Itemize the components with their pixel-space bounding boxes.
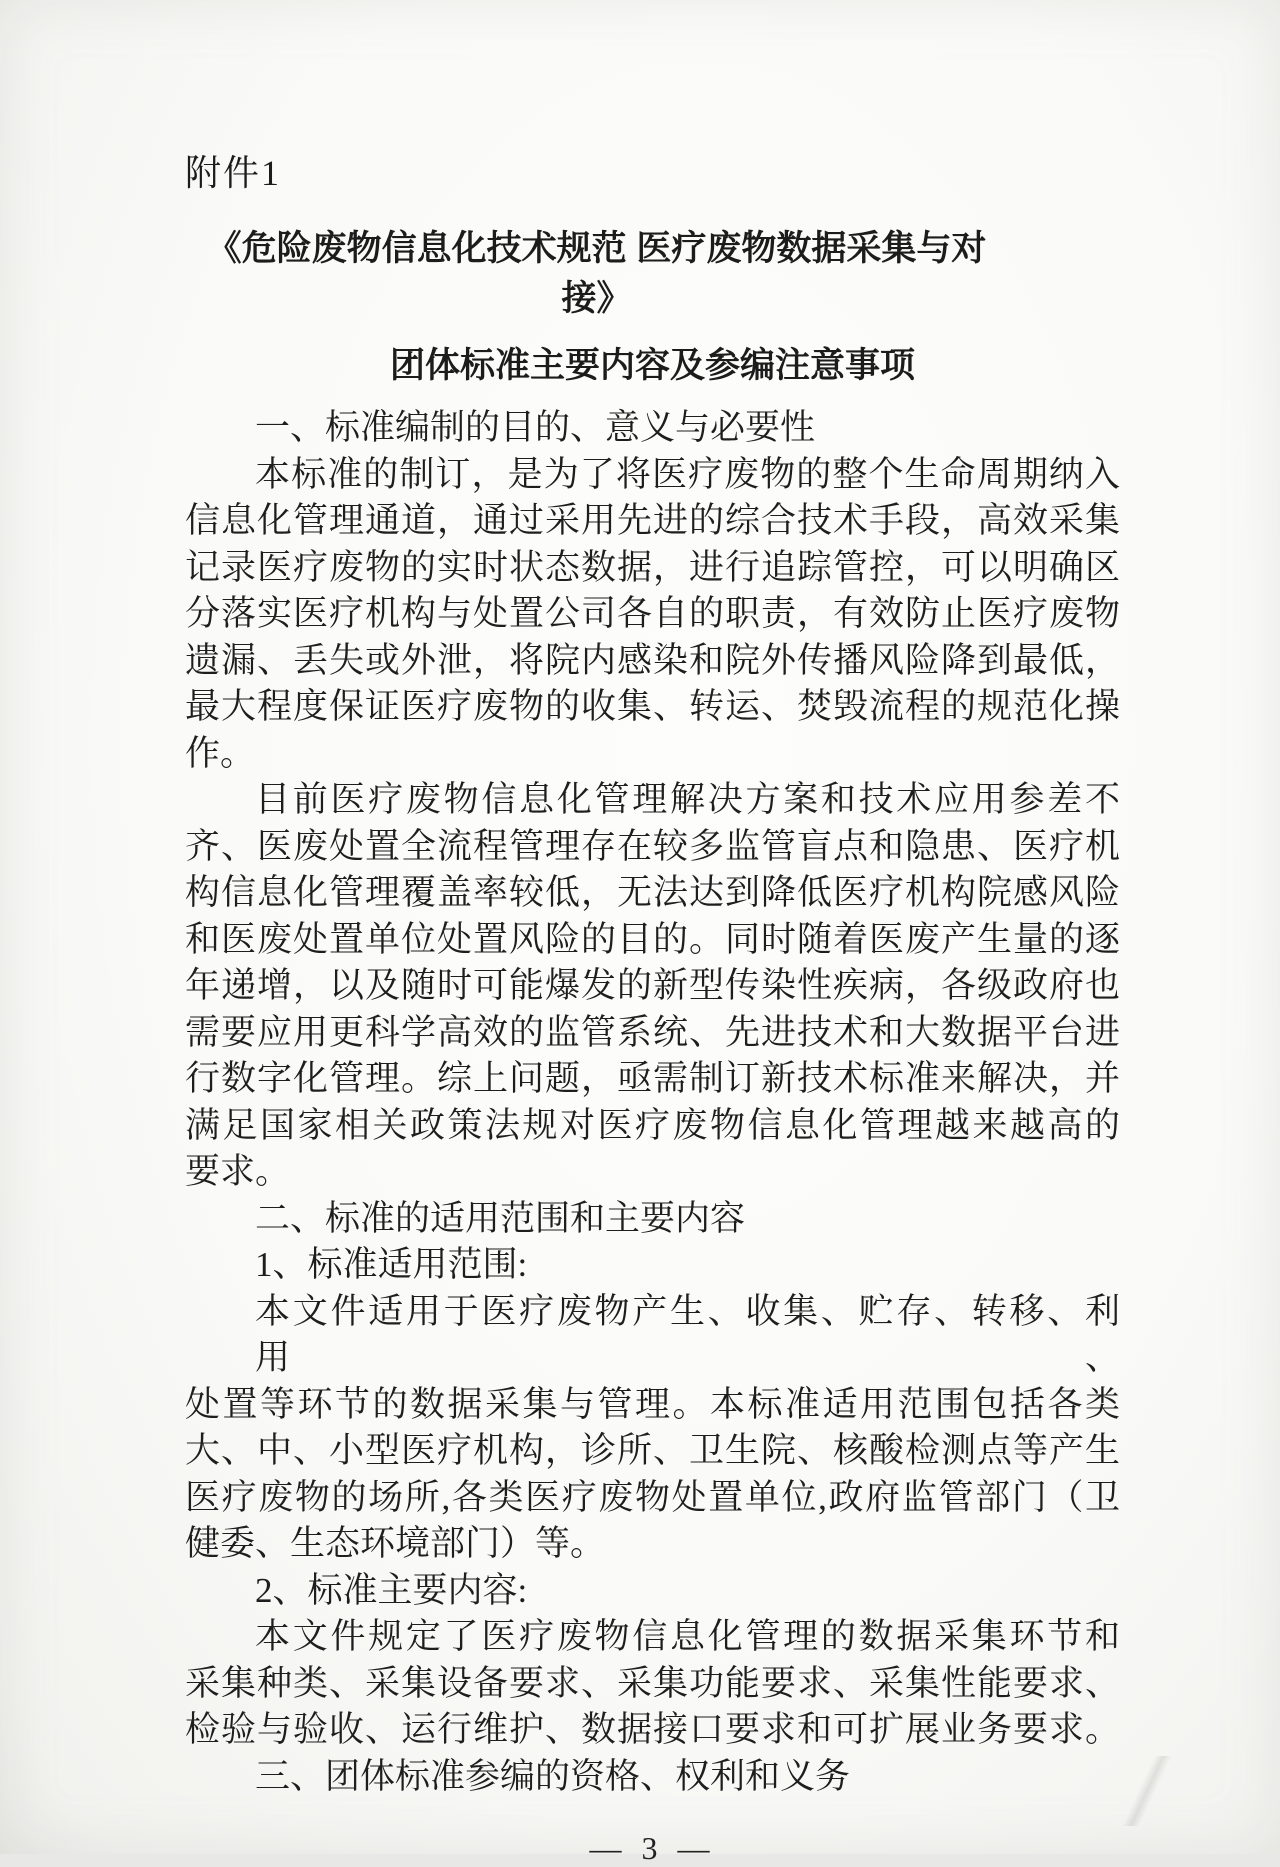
body-line: 处置等环节的数据采集与管理。本标准适用范围包括各类 [185, 1384, 1120, 1424]
body-line: 一、标准编制的目的、意义与必要性 [255, 408, 816, 447]
body-line: 最大程度保证医疗废物的收集、转运、焚毁流程的规范化操 [185, 687, 1120, 726]
body-line: 本标准的制订，是为了将医疗废物的整个生命周期纳入 [255, 454, 1120, 494]
body-line: 分落实医疗机构与处置公司各自的职责，有效防止医疗废物 [185, 594, 1120, 633]
body-line: 三、团体标准参编的资格、权利和义务 [255, 1756, 851, 1796]
body-line: 大、中、小型医疗机构，诊所、卫生院、核酸检测点等产生 [185, 1431, 1120, 1470]
body-line: 构信息化管理覆盖率较低，无法达到降低医疗机构院感风险 [185, 873, 1120, 912]
body-line: 满足国家相关政策法规对医疗废物信息化管理越来越高的 [185, 1105, 1120, 1145]
body-line: 检验与验收、运行维护、数据接口要求和可扩展业务要求。 [185, 1710, 1120, 1749]
body-line: 2、标准主要内容: [255, 1570, 528, 1610]
body-line: 要求。 [185, 1152, 291, 1191]
body-line: 记录医疗废物的实时状态数据，进行追踪管控，可以明确区 [185, 547, 1120, 587]
body-line: 二、标准的适用范围和主要内容 [255, 1198, 746, 1238]
body-line: 采集种类、采集设备要求、采集功能要求、采集性能要求、 [185, 1663, 1120, 1703]
body-line: 遗漏、丢失或外泄，将院内感染和院外传播风险降到最低， [185, 640, 1120, 680]
body-line: 本文件适用于医疗废物产生、收集、贮存、转移、利用、 [255, 1291, 1120, 1377]
body-line: 年递增，以及随时可能爆发的新型传染性疾病，各级政府也 [185, 966, 1120, 1005]
body-line: 健委、生态环境部门）等。 [185, 1524, 606, 1563]
body-line: 本文件规定了医疗废物信息化管理的数据采集环节和 [255, 1617, 1120, 1656]
body-line: 行数字化管理。综上问题，亟需制订新技术标准来解决，并 [185, 1059, 1120, 1098]
document-title: 《危险废物信息化技术规范 医疗废物数据采集与对接》 [206, 229, 987, 318]
body-line: 目前医疗废物信息化管理解决方案和技术应用参差不 [255, 780, 1120, 819]
document-subtitle: 团体标准主要内容及参编注意事项 [389, 346, 915, 385]
body-line: 1、标准适用范围: [255, 1245, 528, 1284]
page-number: — 3 — [589, 1830, 716, 1866]
body-line: 齐、医废处置全流程管理存在较多监管盲点和隐患、医疗机 [185, 826, 1120, 866]
body-line: 作。 [185, 733, 256, 773]
body-line: 和医废处置单位处置风险的目的。同时随着医废产生量的逐 [185, 919, 1120, 959]
document-content [185, 0, 1120, 1867]
attachment-label: 附件1 [185, 153, 282, 193]
body-line: 信息化管理通道，通过采用先进的综合技术手段，高效采集 [185, 501, 1120, 540]
body-line: 医疗废物的场所,各类医疗废物处置单位,政府监管部门（卫 [185, 1477, 1120, 1517]
body-line: 需要应用更科学高效的监管系统、先进技术和大数据平台进 [185, 1012, 1120, 1052]
body-text [185, 405, 1120, 1800]
